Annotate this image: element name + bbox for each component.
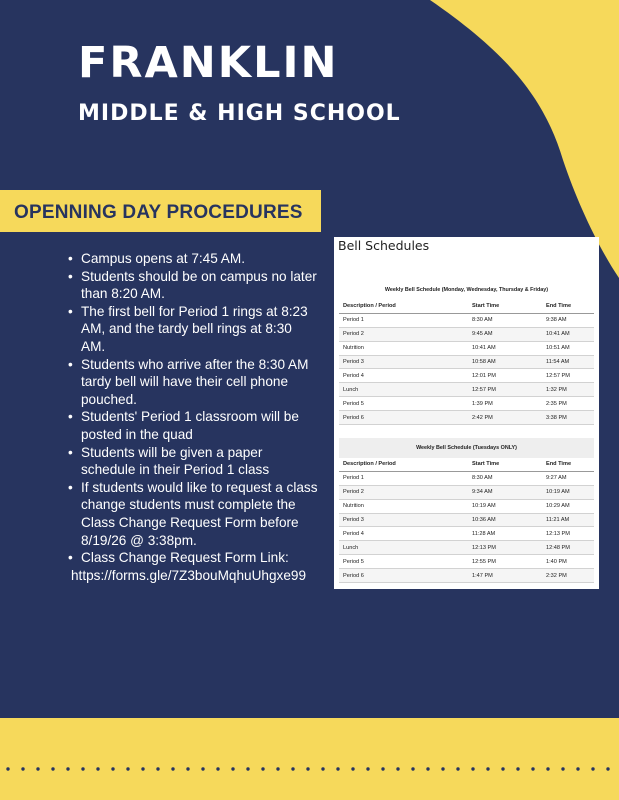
column-header: Start Time <box>472 303 500 310</box>
cell: Period 2 <box>343 331 364 338</box>
procedure-text: Class Change Request Form Link: <box>81 550 289 566</box>
cell: 11:28 AM <box>472 530 496 537</box>
cell: 10:29 AM <box>546 503 570 510</box>
procedure-item <box>68 356 318 409</box>
cell: 2:32 PM <box>546 572 567 579</box>
procedures-banner <box>0 190 321 232</box>
cell: Nutrition <box>343 345 364 352</box>
column-header: Start Time <box>472 461 500 468</box>
cell: 12:57 PM <box>546 372 570 379</box>
procedures-list <box>68 250 318 584</box>
procedure-item <box>68 408 318 443</box>
cell: Period 5 <box>343 400 364 407</box>
table-row <box>339 486 594 500</box>
cell: 1:47 PM <box>472 572 493 579</box>
procedure-item <box>68 250 318 268</box>
footer-dot-row <box>6 767 609 770</box>
footer-yellow-band <box>0 718 619 800</box>
cell: Period 3 <box>343 359 364 365</box>
procedure-item <box>68 268 318 303</box>
table-row <box>339 514 594 528</box>
cell: 1:40 PM <box>546 558 567 565</box>
column-header: Description / Period <box>343 461 396 468</box>
cell: Period 5 <box>343 558 364 565</box>
cell: 12:13 PM <box>472 544 496 551</box>
table-row <box>339 527 594 541</box>
cell: 10:51 AM <box>546 345 570 352</box>
cell: Lunch <box>343 386 359 393</box>
table-row <box>339 569 594 583</box>
bell-schedule-card <box>334 237 599 589</box>
cell: Period 2 <box>343 489 364 496</box>
procedure-text: Students will be given a paper schedule in their Period 1 class <box>81 444 270 478</box>
procedure-text: If students would like to request a class change students must complete the Class Change Request Form before 8/19/26 @ 3:38pm. <box>81 479 318 548</box>
table-row <box>339 328 594 342</box>
cell: 2:35 PM <box>546 400 567 407</box>
procedure-text: The first bell for Period 1 rings at 8:23 AM, and the tardy bell rings at 8:30 AM. <box>81 303 308 354</box>
procedure-item <box>68 303 318 356</box>
table-row <box>339 472 594 486</box>
procedure-item <box>68 444 318 479</box>
table-row <box>339 541 594 555</box>
cell: 10:19 AM <box>546 489 570 496</box>
cell: 1:32 PM <box>546 386 567 393</box>
cell: Nutrition <box>343 503 364 510</box>
cell: 9:45 AM <box>472 331 493 338</box>
cell: 11:54 AM <box>546 359 570 365</box>
table-caption: Weekly Bell Schedule (Tuesdays ONLY) <box>339 438 594 458</box>
cell: Period 3 <box>343 517 364 523</box>
table-row <box>339 342 594 356</box>
procedures-banner-label: OPENNING DAY PROCEDURES <box>14 202 303 223</box>
cell: 9:38 AM <box>546 317 567 324</box>
cell: 10:36 AM <box>472 517 496 523</box>
column-header: Description / Period <box>343 303 396 310</box>
schedule-table-regular <box>339 280 594 425</box>
schedule-table-tuesday <box>339 438 594 583</box>
cell: Period 4 <box>343 530 364 537</box>
cell: 1:39 PM <box>472 400 493 407</box>
table-row <box>339 397 594 411</box>
table-row <box>339 314 594 328</box>
cell: Period 6 <box>343 414 364 421</box>
cell: 12:57 PM <box>472 386 496 393</box>
cell: 10:41 AM <box>472 345 496 352</box>
procedure-text: Students should be on campus no later than 8:20 AM. <box>81 268 317 302</box>
cell: 12:13 PM <box>546 530 570 537</box>
cell: 8:30 AM <box>472 475 493 482</box>
cell: Period 1 <box>343 475 364 482</box>
procedure-item <box>68 479 318 549</box>
cell: 9:27 AM <box>546 475 567 482</box>
procedure-item <box>68 549 318 584</box>
class-change-form-link[interactable]: https://forms.gle/7Z3bouMqhuUhgxe99 <box>71 567 307 583</box>
procedure-text: Students' Period 1 classroom will be posted in the quad <box>81 409 299 442</box>
cell: 10:58 AM <box>472 359 496 365</box>
procedure-text: Campus opens at 7:45 AM. <box>81 251 245 266</box>
table-header-row <box>339 300 594 314</box>
school-name: FRANKLIN <box>78 38 339 88</box>
column-header: End Time <box>546 303 572 310</box>
bell-schedule-heading: Bell Schedules <box>338 238 430 253</box>
school-subtitle: MIDDLE & HIGH SCHOOL <box>78 101 401 126</box>
cell: 3:38 PM <box>546 414 567 421</box>
table-caption: Weekly Bell Schedule (Monday, Wednesday, Thursday & Friday) <box>339 280 594 300</box>
table-header-row <box>339 458 594 472</box>
cell: 10:41 AM <box>546 331 570 338</box>
cell: 8:30 AM <box>472 317 493 324</box>
cell: 11:21 AM <box>546 517 570 523</box>
cell: 2:42 PM <box>472 414 493 421</box>
cell: 12:48 PM <box>546 544 570 551</box>
cell: Period 1 <box>343 317 364 324</box>
column-header: End Time <box>546 461 572 468</box>
cell: Period 6 <box>343 572 364 579</box>
table-row <box>339 555 594 569</box>
procedure-text: Students who arrive after the 8:30 AM tardy bell will have their cell phone pouched. <box>81 356 309 407</box>
cell: 10:19 AM <box>472 503 496 510</box>
cell: 12:55 PM <box>472 558 496 565</box>
cell: Lunch <box>343 544 359 551</box>
cell: 12:01 PM <box>472 372 496 379</box>
table-row <box>339 383 594 397</box>
table-row <box>339 369 594 383</box>
table-row <box>339 356 594 370</box>
cell: 9:34 AM <box>472 489 493 496</box>
table-row <box>339 411 594 425</box>
cell: Period 4 <box>343 372 364 379</box>
table-row <box>339 500 594 514</box>
